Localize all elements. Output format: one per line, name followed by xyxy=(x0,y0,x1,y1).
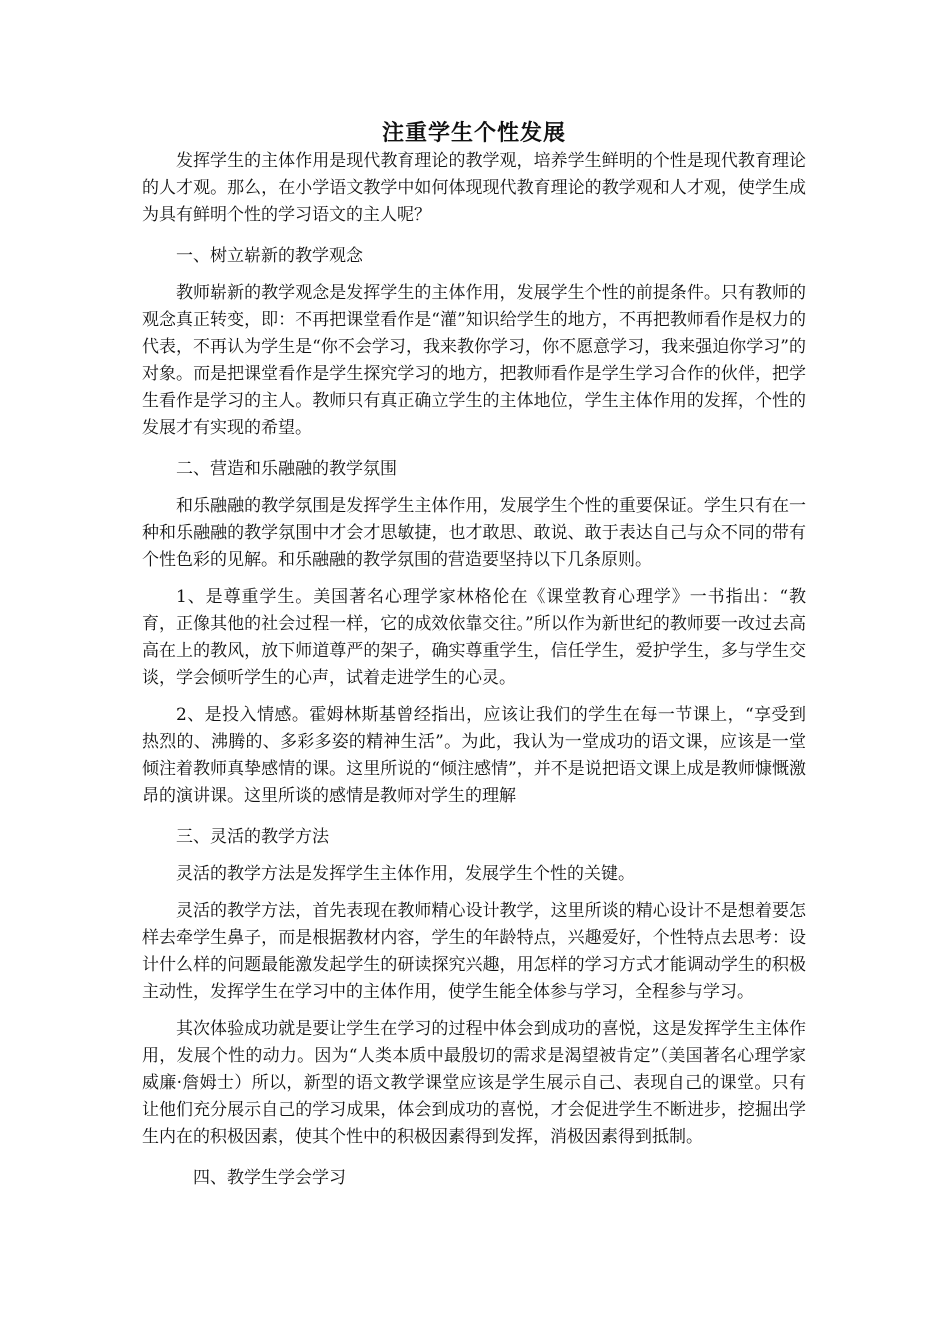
document-page xyxy=(142,118,806,1192)
section-2-paragraph-1: 和乐融融的教学氛围是发挥学生主体作用，发展学生个性的重要保证。学生只有在一种和乐融融的教学氛围中才会才思敏捷，也才敢思、敢说、敢于表达自己与众不同的带有个性色彩的见解。和乐融融的教学氛围的营造要坚持以下几条原则。 xyxy=(142,496,806,570)
section-1-paragraph-1: 教师崭新的教学观念是发挥学生的主体作用，发展学生个性的前提条件。只有教师的观念真正转变，即：不再把课堂看作是“灌”知识给学生的地方，不再把教师看作是权力的代表，不再认为学生是“你不会学习，我来教你学习，你不愿意学习，我来强迫你学习”的对象。而是把课堂看作是学生探究学习的地方，把教师看作是学生学习合作的伙伴，把学生看作是学习的主人。教师只有真正确立学生的主体地位，学生主体作用的发挥，个性的发展才有实现的希望。 xyxy=(142,283,806,438)
section-4-heading: 四、教学生学会学习 xyxy=(193,1168,346,1188)
section-2-paragraph-3: 2、是投入情感。霍姆林斯基曾经指出，应该让我们的学生在每一节课上，“享受到热烈的、沸腾的、多彩多姿的精神生活”。为此，我认为一堂成功的语文课，应该是一堂倾注着教师真挚感情的课。这里所说的“倾注感情”，并不是说把语文课上成是教师慷慨激昂的演讲课。这里所谈的感情是教师对学生的理解 xyxy=(142,705,806,806)
document-title: 注重学生个性发展 xyxy=(381,120,566,146)
section-3-heading: 三、灵活的教学方法 xyxy=(176,827,329,847)
section-3-paragraph-1: 灵活的教学方法是发挥学生主体作用，发展学生个性的关键。 xyxy=(176,864,635,884)
section-3-paragraph-3: 其次体验成功就是要让学生在学习的过程中体会到成功的喜悦，这是发挥学生主体作用，发展个性的动力。因为“人类本质中最殷切的需求是渴望被肯定”（美国著名心理学家威廉·詹姆士）所以，新型的语文教学课堂应该是学生展示自己、表现自己的课堂。只有让他们充分展示自己的学习成果，体会到成功的喜悦，才会促进学生不断进步，挖掘出学生内在的积极因素，使其个性中的积极因素得到发挥，消极因素得到抵制。 xyxy=(142,1019,806,1147)
intro-paragraph: 发挥学生的主体作用是现代教育理论的教学观，培养学生鲜明的个性是现代教育理论的人才观。那么，在小学语文教学中如何体现现代教育理论的教学观和人才观，使学生成为具有鲜明个性的学习语文的主人呢？ xyxy=(142,151,806,225)
section-3-paragraph-2: 灵活的教学方法，首先表现在教师精心设计教学，这里所谈的精心设计不是想着要怎样去牵学生鼻子，而是根据教材内容，学生的年龄特点，兴趣爱好，个性特点去思考：设计什么样的问题最能激发起学生的研读探究兴趣，用怎样的学习方式才能调动学生的积极主动性，发挥学生在学习中的主体作用，使学生能全体参与学习，全程参与学习。 xyxy=(142,901,806,1002)
section-2-paragraph-2: 1、是尊重学生。美国著名心理学家林格伦在《课堂教育心理学》一书指出：“教育，正像其他的社会过程一样，它的成效依靠交往。”所以作为新世纪的教师要一改过去高高在上的教风，放下师道尊严的架子，确实尊重学生，信任学生，爱护学生，多与学生交谈，学会倾听学生的心声，试着走进学生的心灵。 xyxy=(142,587,806,688)
section-2-heading: 二、营造和乐融融的教学氛围 xyxy=(176,459,397,479)
section-1-heading: 一、树立崭新的教学观念 xyxy=(176,246,363,266)
